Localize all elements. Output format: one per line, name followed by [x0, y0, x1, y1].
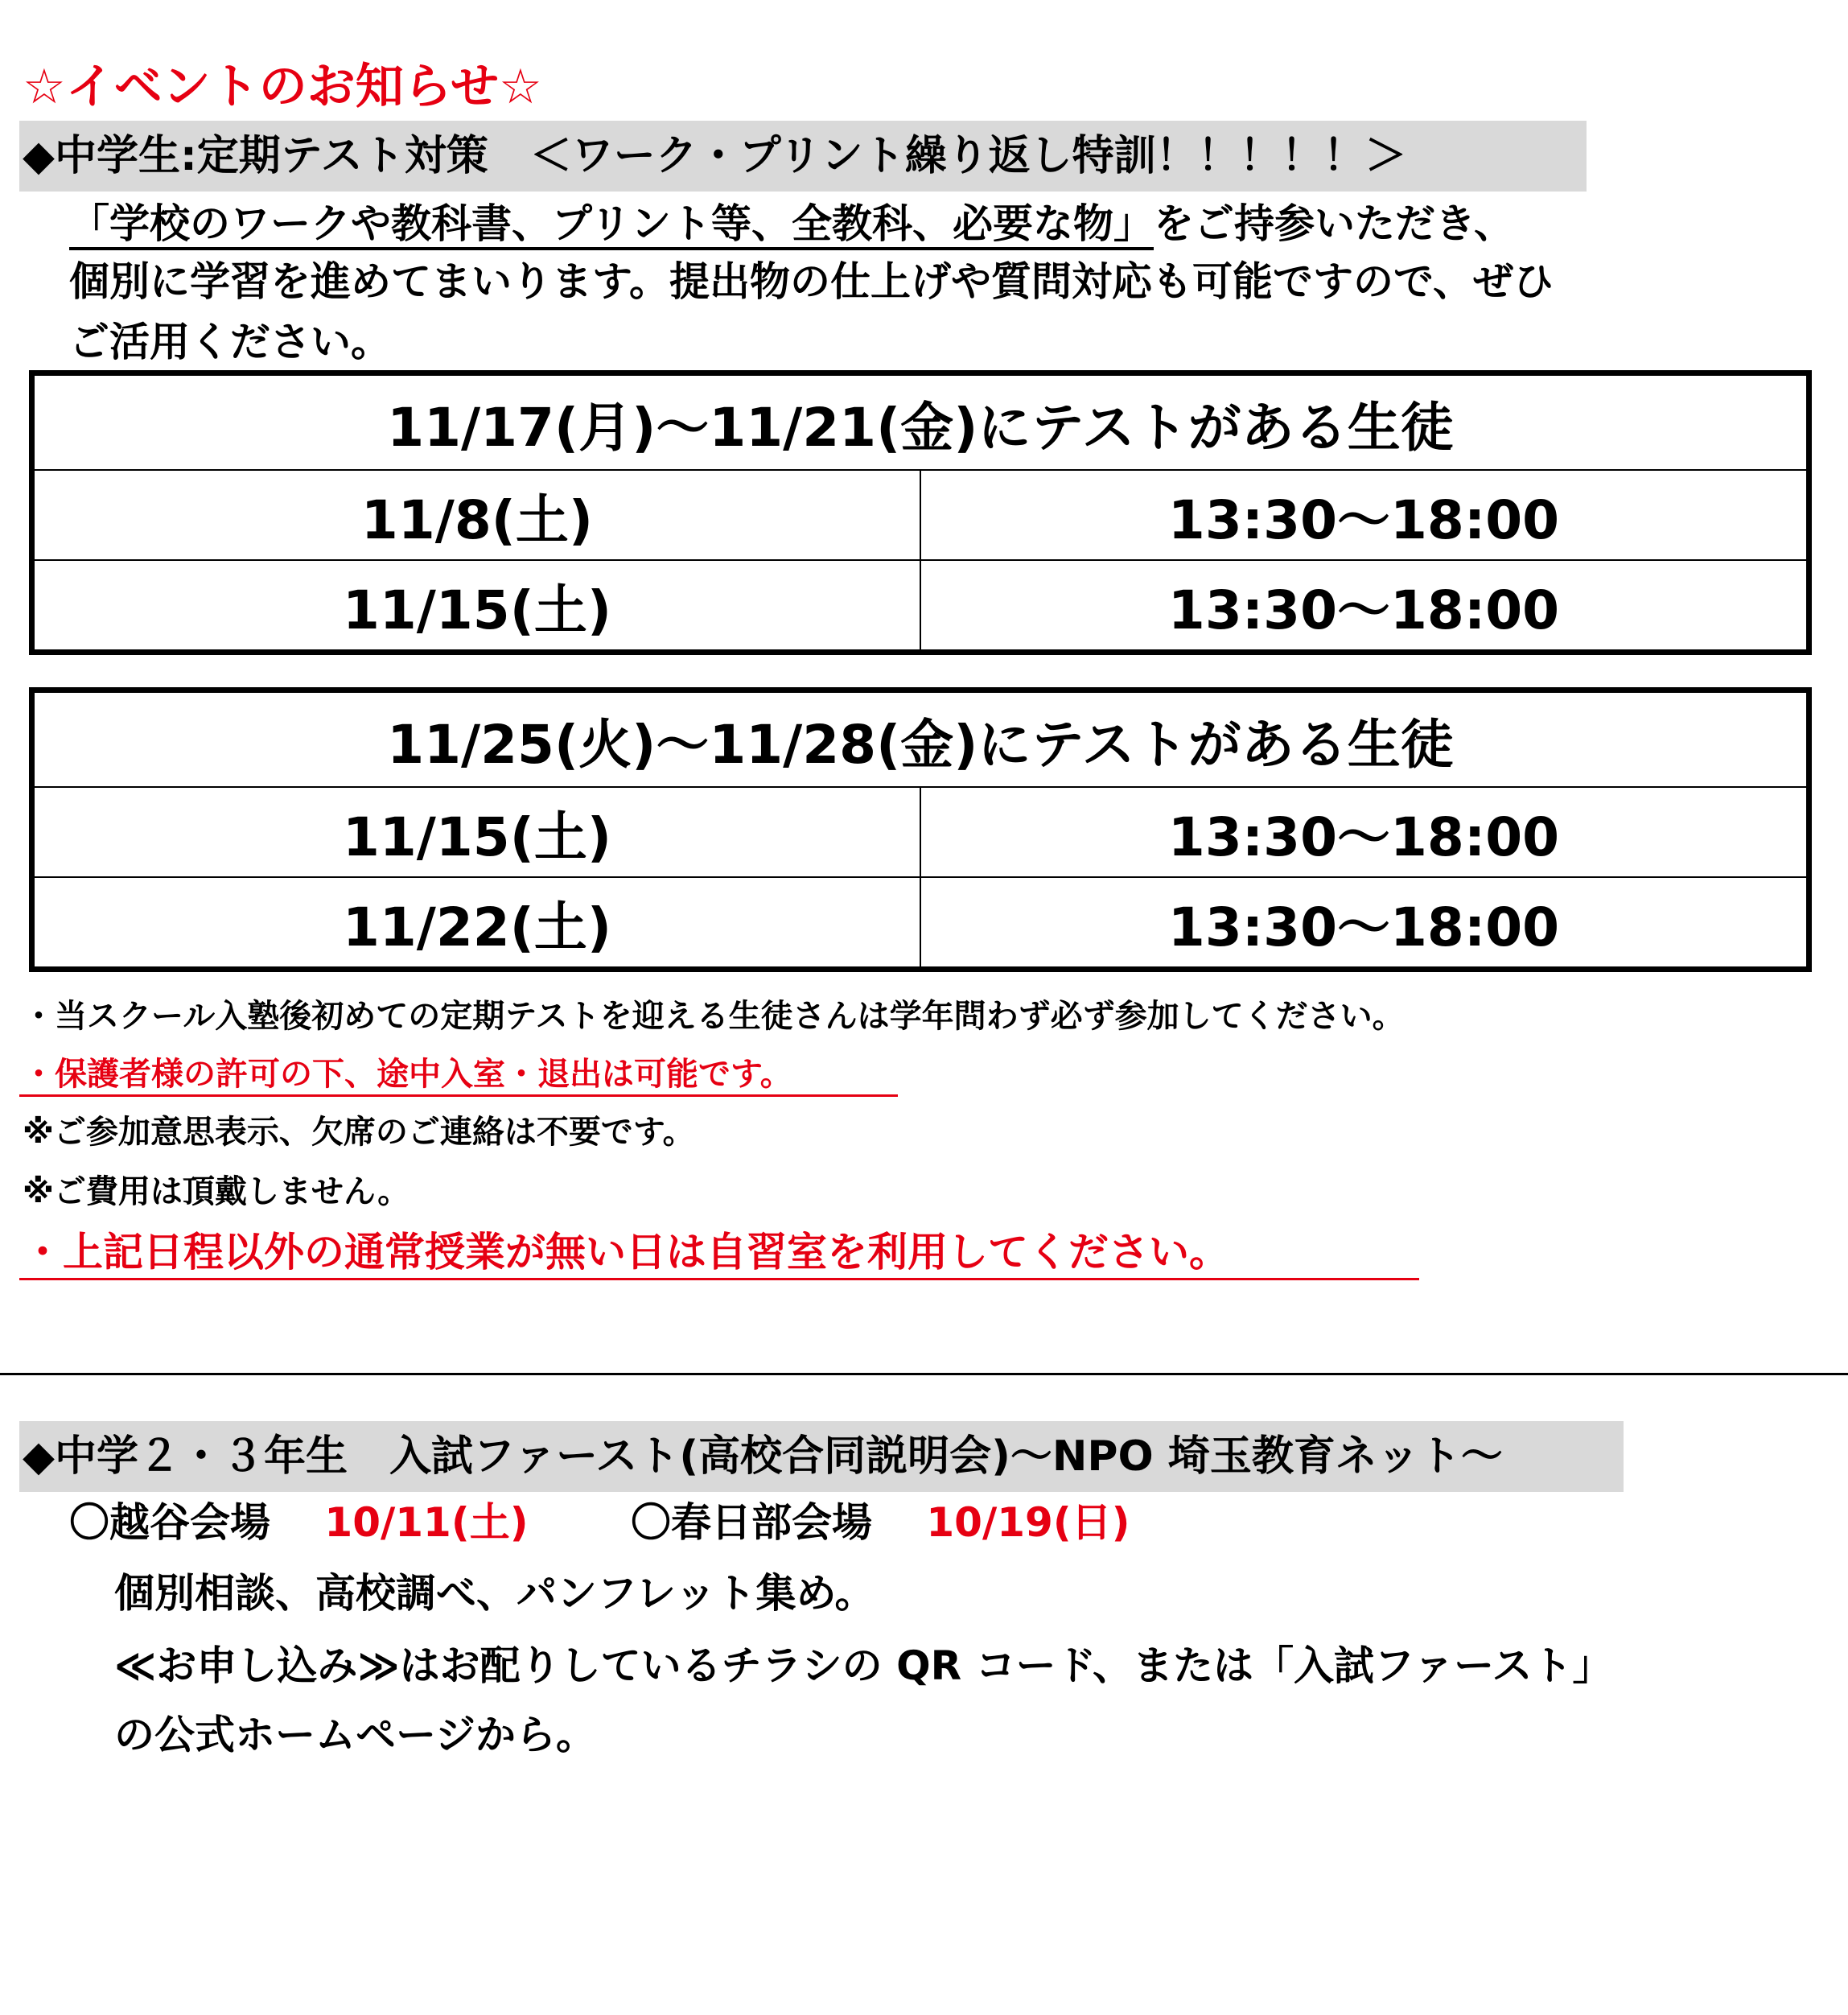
intro-rest-text: をご持参いただき、: [1154, 200, 1514, 247]
table-row: [32, 560, 1809, 653]
time-cell: 13:30～18:00: [920, 470, 1809, 560]
time-cell: 13:30～18:00: [920, 560, 1809, 653]
note-no-fee: ※ご費用は頂戴しません。: [23, 1173, 410, 1210]
venue2-date: 10/19(日): [926, 1499, 1130, 1546]
schedule-table-2: [29, 687, 1812, 972]
intro-line-3: ご活用ください。: [69, 319, 391, 365]
note-no-reply: ※ご参加意思表示、欠席のご連絡は不要です。: [23, 1114, 695, 1151]
time-cell: 13:30～18:00: [920, 787, 1809, 877]
page-title: ☆イベントのお知らせ☆: [23, 59, 542, 115]
venue1-label: 〇越谷会場: [69, 1499, 270, 1546]
intro-line-2: 個別に学習を進めてまいります。提出物の仕上げや質問対応も可能ですので、ぜひ: [69, 258, 1554, 305]
event-details-line: 個別相談、高校調べ、パンフレット集め。: [114, 1570, 875, 1617]
venue1-date: 10/11(土): [324, 1499, 529, 1546]
date-cell: 11/15(土): [32, 787, 921, 877]
table-row: [32, 470, 1809, 560]
date-cell: 11/8(土): [32, 470, 921, 560]
schedule-table-1: [29, 370, 1812, 655]
date-cell: 11/15(土): [32, 560, 921, 653]
table-heading: 11/25(火)～11/28(金)にテストがある生徒: [32, 690, 1809, 788]
table-row: [32, 787, 1809, 877]
red-underline: [19, 1094, 898, 1097]
application-line-2: の公式ホームページから。: [114, 1712, 596, 1758]
section-header-test-prep: ◆中学生:定期テスト対策 ＜ワーク・プリント繰り返し特訓！！！！！＞: [19, 121, 1587, 192]
intro-line-1: [69, 192, 1514, 256]
note-first-test: ・当スクール入塾後初めての定期テストを迎える生徒さんは学年問わず必ず参加してください。: [23, 998, 1405, 1035]
time-cell: 13:30～18:00: [920, 877, 1809, 970]
date-cell: 11/22(土): [32, 877, 921, 970]
table-heading: 11/17(月)～11/21(金)にテストがある生徒: [32, 373, 1809, 471]
venue-line: [69, 1490, 1130, 1555]
note-entry-exit: ・保護者様の許可の下、途中入室・退出は可能です。: [23, 1056, 792, 1093]
intro-underlined-text: 「学校のワークや教科書、プリント等、全教科、必要な物」: [69, 200, 1154, 250]
table-row: [32, 877, 1809, 970]
venue2-label: 〇春日部会場: [630, 1499, 872, 1546]
section-divider: [0, 1373, 1848, 1375]
red-underline: [19, 1278, 1419, 1280]
application-line-1: ≪お申し込み≫はお配りしているチラシの QR コード、または「入試ファースト」: [114, 1642, 1613, 1689]
note-study-room: ・上記日程以外の通常授業が無い日は自習室を利用してください。: [23, 1229, 1229, 1275]
section-header-entrance-exam: ◆中学２・３年生 入試ファースト(高校合同説明会)～NPO 埼玉教育ネット～: [19, 1421, 1624, 1492]
